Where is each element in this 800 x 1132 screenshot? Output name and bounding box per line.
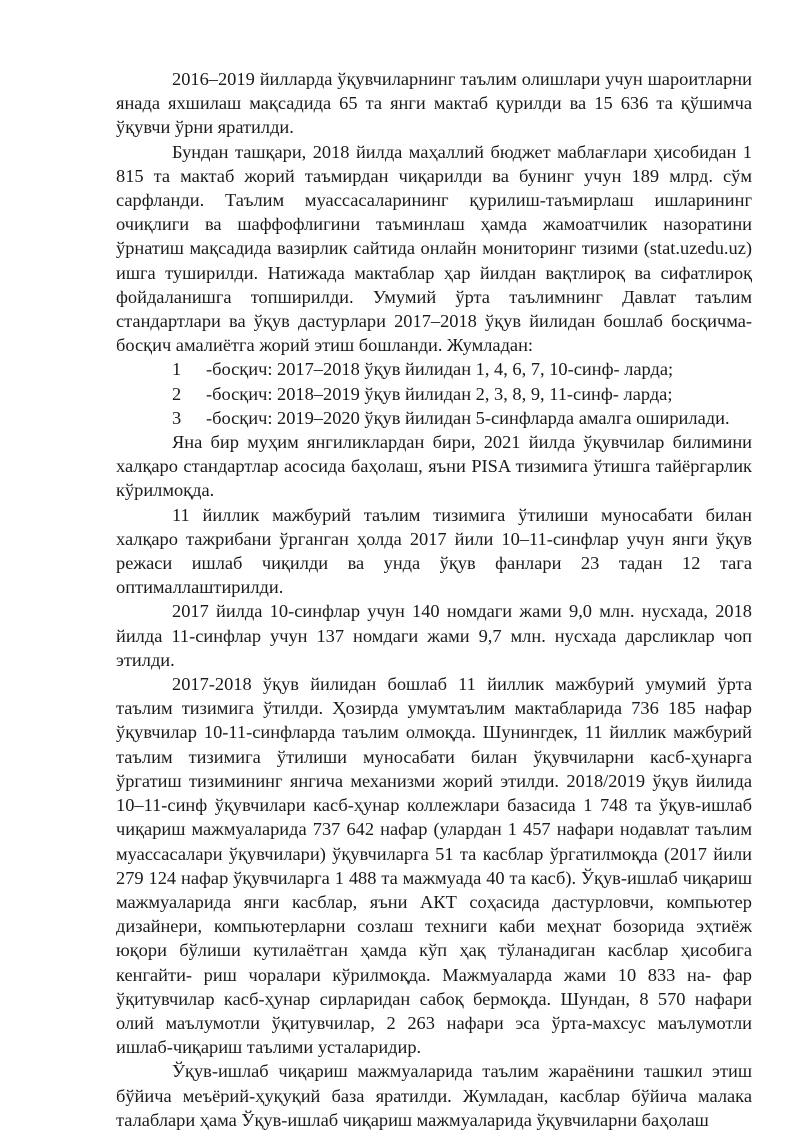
paragraph-curriculum: 11 йиллик мажбурий таълим тизимига ўтилиши муносабати билан халқаро тажрибани ўрганган ҳолда 2017 йили 10–11-синфлар учун янги ўқув режаси ишлаб чиқилди ва унда ўқув фанлари 23 тадан 12 тага оптималлаштирилди. <box>116 504 752 598</box>
list-item-text: -босқич: 2017–2018 ўқув йилидан 1, 4, 6, 7, 10-синф- ларда; <box>206 359 674 380</box>
paragraph-textbooks: 2017 йилда 10-синфлар учун 140 номдаги жами 9,0 млн. нусхада, 2018 йилда 11-синфлар учун 137 номдаги жами 9,7 млн. нусхада дарсликлар чоп этилди. <box>116 601 752 670</box>
list-item-number: 1 <box>172 359 182 380</box>
paragraph-legal-base: Ўқув-ишлаб чиқариш мажмуаларида таълим жараёнини ташкил этиш бўйича меъёрий-ҳуқуқий база яратилди. Жумладан, касблар бўйича малака талаблари ҳама Ўқув-ишлаб чиқариш мажмуаларида ўқувчиларни баҳолаш <box>116 1061 752 1130</box>
paragraph-pisa: Яна бир муҳим янгиликлардан бири, 2021 йилда ўқувчилар билимини халқаро стандартлар асосида баҳолаш, яъни PISA тизимига ўтишга тайёргарлик кўрилмоқда. <box>116 432 752 501</box>
list-item-number: 2 <box>172 383 182 404</box>
list-item <box>116 406 752 430</box>
paragraph-new-schools: 2016–2019 йилларда ўқувчиларнинг таълим олишлари учун шароитларни янада яхшилаш мақсадида 65 та янги мактаб қурилди ва 15 636 та қўшимча ўқувчи ўрни яратилди. <box>116 69 752 138</box>
list-item <box>116 357 752 381</box>
list-item <box>116 382 752 406</box>
list-item-text: -босқич: 2019–2020 ўқув йилидан 5-синфларда амалга оширилади. <box>206 407 730 428</box>
list-item-number: 3 <box>172 407 182 428</box>
stages-list <box>116 357 752 430</box>
paragraph-school-repairs: Бундан ташқари, 2018 йилда маҳаллий бюджет маблағлари ҳисобидан 1 815 та мактаб жорий таъмирдан чиқарилди ва бунинг учун 189 млрд. сўм сарфланди. Таълим муассасаларининг қурилиш-таъмирлаш ишларининг очиқлиги ва шаффофлигини таъминлаш ҳамда жамоатчилик назоратини ўрнатиш мақсадида вазирлик сайтида онлайн мониторинг тизими (stat.uzedu.uz) ишга туширилди. Натижада мактаблар ҳар йилдан вақтлироқ ва сифатлироқ фойдаланишга топширилди. Умумий ўрта таълимнинг Давлат таълим стандартлари ва ўқув дастурлари 2017–2018 ўқув йилидан бошлаб босқичма-босқич амалиётга жорий этиш бошланди. Жумладан: <box>116 141 752 356</box>
paragraph-vocational-training: 2017-2018 ўқув йилидан бошлаб 11 йиллик мажбурий умумий ўрта таълим тизимига ўтилди. Ҳозирда умумтаълим мактабларида 736 185 нафар ўқувчилар 10-11-синфларда таълим олмоқда. Шунингдек, 11 йиллик мажбурий таълим тизимига ўтилиши муносабати билан ўқувчиларни касб-ҳунарга ўргатиш тизимининг янгича механизми жорий этилди. 2018/2019 ўқув йилида 10–11-синф ўқувчилари касб-ҳунар коллежлари базасида 1 748 та ўқув-ишлаб чиқариш мажмуаларида 737 642 нафар (улардан 1 457 нафари нодавлат таълим муассасалари ўқувчилари) ўқувчиларга 51 та касблар ўргатилмоқда (2017 йили 279 124 нафар ўқувчиларга 1 488 та мажмуада 40 та касб). Ўқув-ишлаб чиқариш мажмуаларида янги касблар, яъни АКТ соҳасида дастурловчи, компьютер дизайнери, компьютерларни созлаш техниги каби меҳнат бозорида эҳтиёж юқори бўлиши кутилаётган ҳамда кўп ҳақ тўланадиган касблар ҳисобига кенгайти- риш чоралари кўрилмоқда. Мажмуаларда жами 10 833 на- фар ўқитувчилар касб-ҳунар сирларидан сабоқ бермоқда. Шундан, 8 570 нафари олий маълумотли ўқитувчилар, 2 263 нафари эса ўрта-махсус маълумотли ишлаб-чиқариш таълими усталаридир. <box>116 674 752 1058</box>
list-item-text: -босқич: 2018–2019 ўқув йилидан 2, 3, 8, 9, 11-синф- ларда; <box>206 383 673 404</box>
